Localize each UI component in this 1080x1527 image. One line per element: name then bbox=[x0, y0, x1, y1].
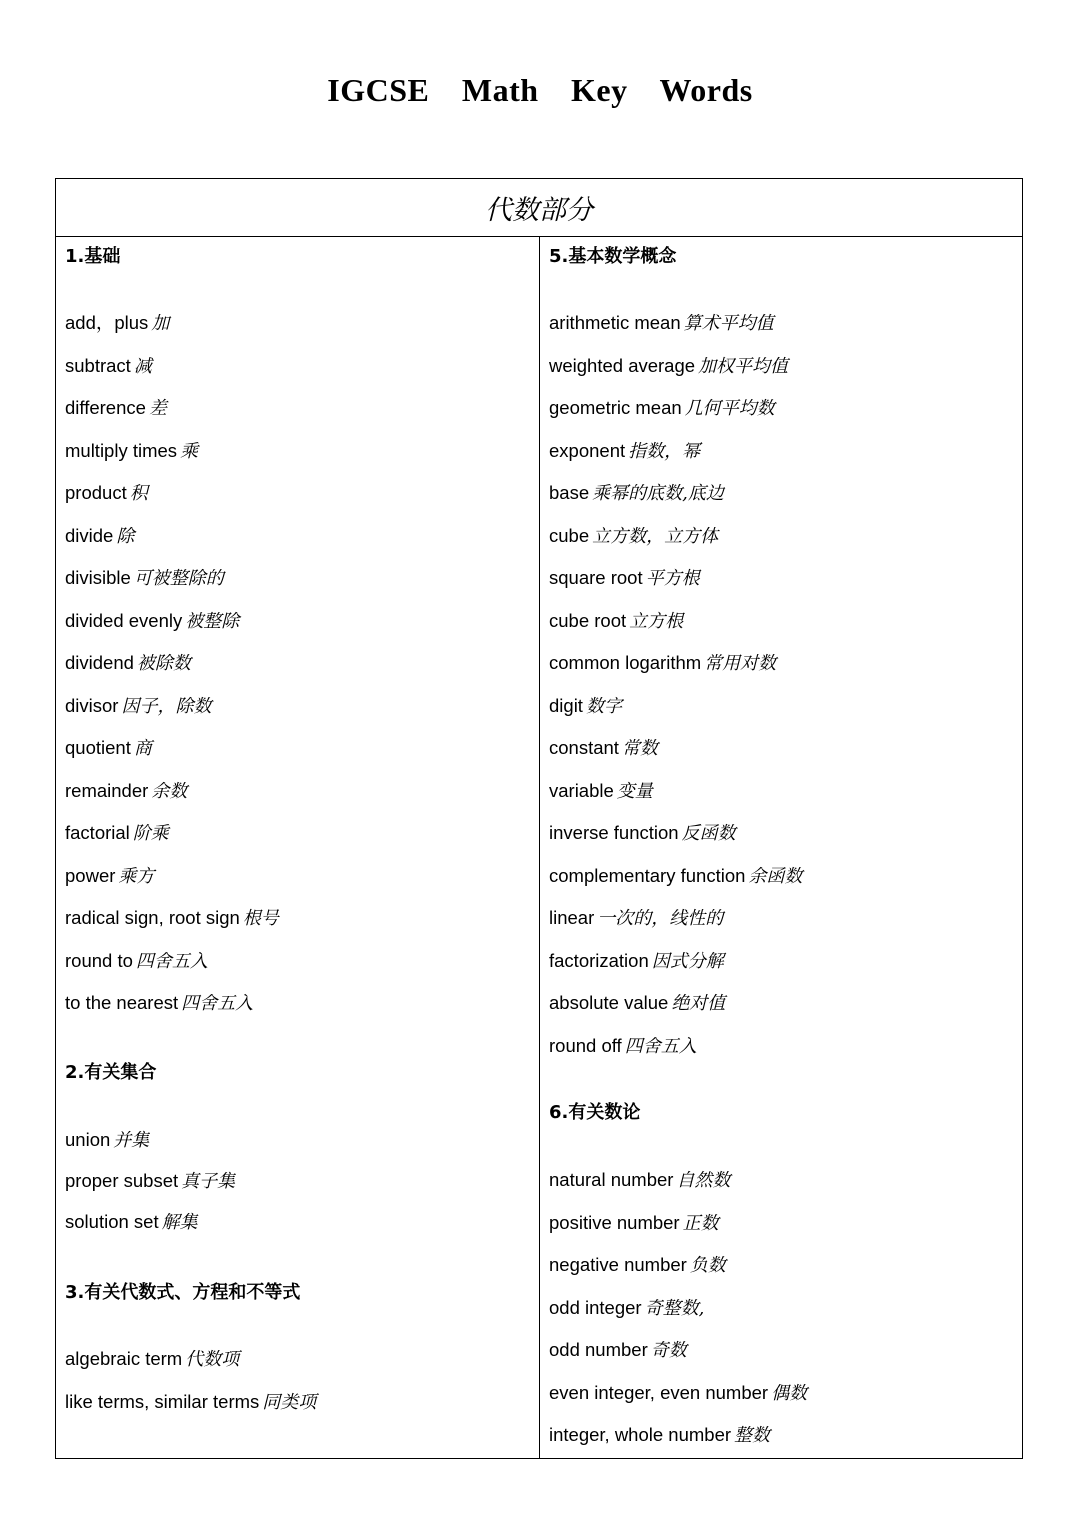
term-english: variable bbox=[549, 779, 614, 801]
term-entry bbox=[549, 1381, 807, 1424]
term-entry bbox=[549, 864, 802, 907]
term-entry bbox=[65, 311, 279, 354]
section-heading-number-theory: 6.有关数论 bbox=[549, 1102, 641, 1123]
term-chinese: 加权平均值 bbox=[698, 355, 789, 377]
term-entry bbox=[549, 354, 802, 397]
term-list-algebra bbox=[65, 1347, 316, 1432]
term-entry bbox=[65, 524, 279, 567]
term-chinese: 解集 bbox=[161, 1212, 198, 1233]
term-chinese: 常用对数 bbox=[704, 653, 777, 674]
term-chinese: 余数 bbox=[151, 780, 188, 802]
right-column bbox=[540, 237, 1022, 1458]
term-chinese: 变量 bbox=[616, 780, 653, 802]
term-chinese: 被整除 bbox=[185, 610, 240, 632]
term-english: divisor bbox=[65, 694, 119, 716]
term-english: weighted average bbox=[549, 354, 696, 376]
term-english: proper subset bbox=[65, 1170, 179, 1191]
term-entry bbox=[549, 779, 802, 822]
term-entry bbox=[65, 949, 279, 992]
term-english: solution set bbox=[65, 1211, 159, 1232]
term-entry bbox=[549, 524, 802, 567]
term-english: round off bbox=[549, 1034, 622, 1056]
term-chinese: 奇整数, bbox=[644, 1297, 705, 1319]
term-english: arithmetic mean bbox=[549, 312, 681, 333]
term-chinese: 常数 bbox=[621, 738, 658, 759]
term-chinese: 乘方 bbox=[118, 865, 155, 887]
term-entry bbox=[549, 949, 802, 992]
term-english: linear bbox=[549, 907, 595, 928]
term-english: difference bbox=[65, 397, 146, 418]
term-entry bbox=[65, 1347, 316, 1390]
term-entry bbox=[549, 1168, 807, 1211]
term-english: add，plus bbox=[65, 312, 149, 333]
term-english: like terms, similar terms bbox=[65, 1390, 260, 1412]
term-entry bbox=[65, 906, 279, 949]
term-english: remainder bbox=[65, 779, 149, 801]
term-entry bbox=[65, 1169, 235, 1210]
term-entry bbox=[65, 354, 279, 397]
term-list-sets bbox=[65, 1128, 235, 1251]
term-english: to the nearest bbox=[65, 992, 179, 1013]
term-entry bbox=[65, 736, 279, 779]
term-chinese: 乘 bbox=[180, 440, 199, 462]
term-chinese: 阶乘 bbox=[132, 823, 169, 844]
term-chinese: 反函数 bbox=[681, 823, 736, 844]
term-list-number-theory bbox=[549, 1168, 807, 1466]
term-entry bbox=[549, 821, 802, 864]
term-english: dividend bbox=[65, 652, 134, 673]
term-english: even integer, even number bbox=[549, 1381, 769, 1403]
term-entry bbox=[549, 736, 802, 779]
term-english: digit bbox=[549, 694, 583, 716]
term-chinese: 余函数 bbox=[748, 865, 803, 887]
term-entry bbox=[65, 651, 279, 694]
term-english: product bbox=[65, 482, 127, 503]
term-entry bbox=[549, 1253, 807, 1296]
term-english: divisible bbox=[65, 567, 131, 588]
term-entry bbox=[65, 1390, 316, 1433]
term-chinese: 真子集 bbox=[181, 1171, 236, 1192]
term-chinese: 代数项 bbox=[185, 1349, 240, 1370]
term-chinese: 除 bbox=[116, 525, 135, 547]
term-english: factorization bbox=[549, 949, 649, 971]
term-chinese: 商 bbox=[133, 738, 152, 759]
term-chinese: 立方根 bbox=[629, 610, 684, 632]
term-entry bbox=[549, 991, 802, 1034]
term-entry bbox=[549, 1296, 807, 1339]
term-chinese: 绝对值 bbox=[671, 993, 726, 1014]
term-english: multiply times bbox=[65, 439, 178, 461]
page-title: IGCSE Math Key Words bbox=[327, 72, 753, 108]
term-chinese: 指数，幂 bbox=[628, 440, 701, 462]
term-english: power bbox=[65, 864, 116, 886]
term-english: cube root bbox=[549, 609, 627, 631]
term-english: inverse function bbox=[549, 822, 679, 843]
term-english: absolute value bbox=[549, 992, 669, 1013]
term-entry bbox=[549, 396, 802, 439]
term-english: common logarithm bbox=[549, 652, 702, 673]
term-entry bbox=[549, 906, 802, 949]
term-entry bbox=[549, 651, 802, 694]
term-chinese: 并集 bbox=[113, 1130, 150, 1151]
term-english: round to bbox=[65, 949, 133, 971]
term-english: base bbox=[549, 482, 590, 503]
term-english: integer, whole number bbox=[549, 1424, 732, 1445]
term-chinese: 同类项 bbox=[262, 1391, 317, 1413]
term-english: negative number bbox=[549, 1254, 687, 1275]
section-heading-basics: 1.基础 bbox=[65, 246, 121, 267]
term-chinese: 负数 bbox=[689, 1255, 726, 1276]
term-english: complementary function bbox=[549, 864, 746, 886]
term-chinese: 整数 bbox=[734, 1425, 771, 1446]
term-english: radical sign, root sign bbox=[65, 907, 240, 928]
term-english: algebraic term bbox=[65, 1348, 183, 1369]
term-chinese: 被除数 bbox=[136, 653, 191, 674]
term-chinese: 乘幂的底数,底边 bbox=[592, 483, 724, 504]
term-chinese: 一次的，线性的 bbox=[597, 908, 724, 929]
term-entry bbox=[65, 991, 279, 1034]
term-chinese: 立方数，立方体 bbox=[592, 525, 719, 547]
term-chinese: 差 bbox=[148, 398, 167, 419]
term-entry bbox=[65, 864, 279, 907]
term-entry bbox=[65, 566, 279, 609]
section-heading-algebra: 3.有关代数式、方程和不等式 bbox=[65, 1282, 301, 1303]
term-entry bbox=[549, 311, 802, 354]
term-english: square root bbox=[549, 567, 643, 588]
term-entry bbox=[549, 1211, 807, 1254]
term-chinese: 四舍五入 bbox=[624, 1035, 697, 1057]
term-chinese: 可被整除的 bbox=[133, 568, 224, 589]
term-chinese: 奇数 bbox=[650, 1340, 687, 1361]
term-chinese: 四舍五入 bbox=[135, 950, 208, 972]
term-english: union bbox=[65, 1129, 111, 1150]
term-chinese: 算术平均值 bbox=[683, 313, 774, 334]
vocab-table bbox=[55, 178, 1023, 1459]
section-heading-concepts: 5.基本数学概念 bbox=[549, 246, 677, 267]
term-chinese: 加 bbox=[151, 313, 170, 334]
term-english: factorial bbox=[65, 822, 130, 843]
term-chinese: 数字 bbox=[585, 695, 622, 717]
term-entry bbox=[549, 1034, 802, 1077]
term-entry bbox=[549, 609, 802, 652]
term-english: odd integer bbox=[549, 1296, 642, 1318]
term-english: divide bbox=[65, 524, 114, 546]
term-chinese: 减 bbox=[133, 355, 152, 377]
term-chinese: 平方根 bbox=[645, 568, 700, 589]
term-chinese: 四舍五入 bbox=[181, 993, 254, 1014]
term-chinese: 因子，除数 bbox=[121, 695, 212, 717]
term-chinese: 根号 bbox=[242, 908, 279, 929]
term-english: odd number bbox=[549, 1339, 648, 1360]
term-entry bbox=[65, 396, 279, 439]
term-english: exponent bbox=[549, 439, 626, 461]
term-chinese: 几何平均数 bbox=[684, 398, 775, 419]
term-entry bbox=[549, 439, 802, 482]
term-entry bbox=[549, 481, 802, 524]
term-entry bbox=[65, 1128, 235, 1169]
term-chinese: 正数 bbox=[682, 1212, 719, 1234]
term-entry bbox=[65, 779, 279, 822]
term-entry bbox=[65, 609, 279, 652]
term-entry bbox=[549, 694, 802, 737]
term-english: cube bbox=[549, 524, 590, 546]
table-header: 代数部分 bbox=[56, 179, 1022, 237]
term-entry bbox=[65, 439, 279, 482]
term-english: constant bbox=[549, 737, 619, 758]
section-heading-sets: 2.有关集合 bbox=[65, 1062, 157, 1083]
term-chinese: 偶数 bbox=[771, 1382, 808, 1404]
left-column bbox=[56, 237, 540, 1458]
term-list-basics bbox=[65, 311, 279, 1034]
term-entry bbox=[65, 1210, 235, 1251]
term-english: geometric mean bbox=[549, 397, 682, 418]
term-english: natural number bbox=[549, 1169, 674, 1190]
term-chinese: 自然数 bbox=[676, 1170, 731, 1191]
term-entry bbox=[549, 1338, 807, 1381]
term-chinese: 因式分解 bbox=[651, 950, 724, 972]
term-english: subtract bbox=[65, 354, 131, 376]
term-list-concepts bbox=[549, 311, 802, 1076]
term-entry bbox=[549, 566, 802, 609]
term-chinese: 积 bbox=[129, 483, 148, 504]
term-entry bbox=[65, 694, 279, 737]
term-entry bbox=[549, 1423, 807, 1466]
term-english: divided evenly bbox=[65, 609, 183, 631]
term-english: quotient bbox=[65, 737, 131, 758]
term-entry bbox=[65, 481, 279, 524]
term-english: positive number bbox=[549, 1211, 680, 1233]
table-body bbox=[56, 237, 1022, 1458]
term-entry bbox=[65, 821, 279, 864]
